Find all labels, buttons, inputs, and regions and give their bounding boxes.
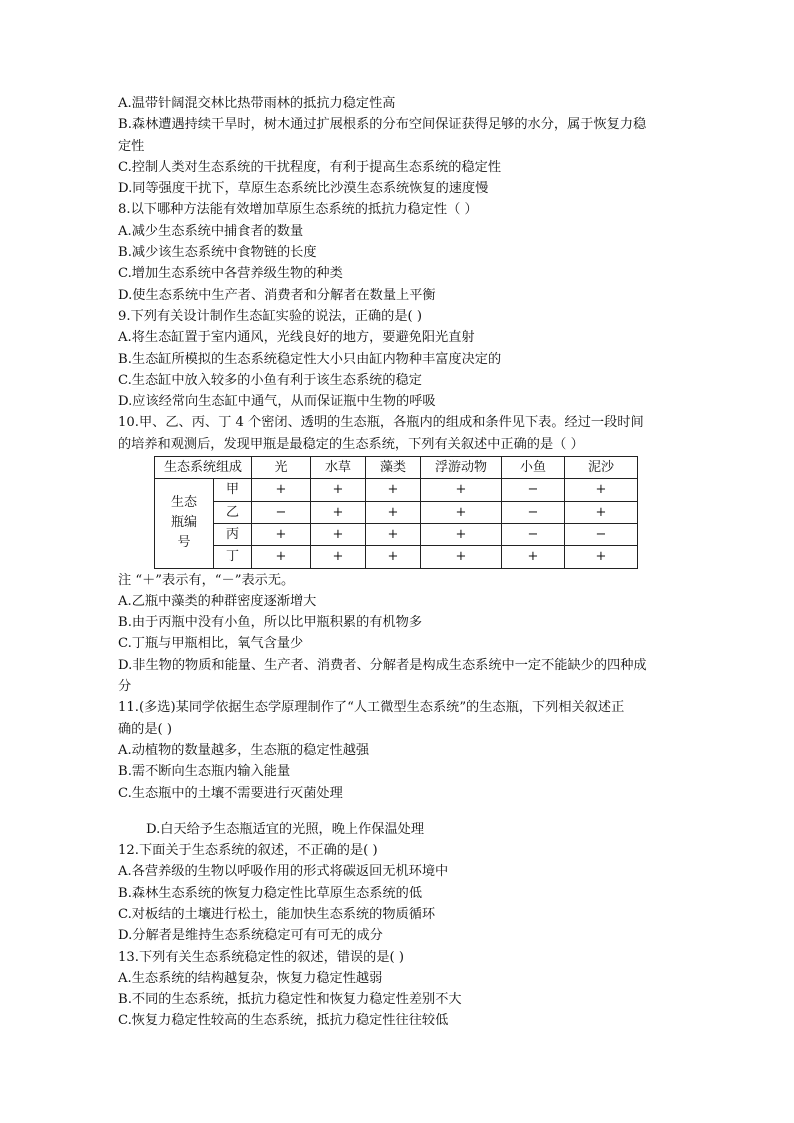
q13-option-a: A.生态系统的结构越复杂，恢复力稳定性越弱 bbox=[118, 970, 383, 986]
q9-option-c: C.生态缸中放入较多的小鱼有利于该生态系统的稳定 bbox=[118, 372, 422, 388]
table-cell: + bbox=[421, 523, 502, 545]
q9-option-b: B.生态缸所模拟的生态系统稳定性大小只由缸内物种丰富度决定的 bbox=[118, 351, 502, 367]
table-row bbox=[155, 523, 638, 545]
table-cell: + bbox=[252, 479, 311, 501]
q10-stem-2: 的培养和观测后，发现甲瓶是最稳定的生态系统，下列有关叙述中正确的是（ ） bbox=[118, 436, 584, 452]
table-cell: + bbox=[366, 479, 421, 501]
q7-option-c: C.控制人类对生态系统的干扰程度，有利于提高生态系统的稳定性 bbox=[118, 159, 502, 175]
q11-option-c: C.生态瓶中的土壤不需要进行灭菌处理 bbox=[118, 785, 343, 801]
table-cell: − bbox=[502, 479, 565, 501]
table-header-cell: 泥沙 bbox=[565, 457, 638, 479]
blank-gap bbox=[118, 804, 678, 819]
q11-option-d: D.白天给予生态瓶适宜的光照，晚上作保温处理 bbox=[146, 821, 425, 837]
table-cell: + bbox=[311, 479, 366, 501]
q11-option-a: A.动植物的数量越多，生态瓶的稳定性越强 bbox=[118, 742, 370, 758]
table-cell: + bbox=[421, 501, 502, 523]
bottle-name: 甲 bbox=[214, 479, 252, 501]
q8-option-b: B.减少该生态系统中食物链的长度 bbox=[118, 245, 317, 261]
q13-stem: 13.下列有关生态系统稳定性的叙述，错误的是( ) bbox=[118, 949, 405, 965]
bottle-name: 丙 bbox=[214, 523, 252, 545]
table-cell: + bbox=[565, 479, 638, 501]
table-cell: + bbox=[565, 546, 638, 568]
table-header-cell: 生态系统组成 bbox=[155, 457, 252, 479]
question-9 bbox=[118, 306, 678, 412]
ecosystem-table bbox=[154, 456, 638, 568]
q12-option-a: A.各营养级的生物以呼吸作用的形式将碳返回无机环境中 bbox=[118, 864, 449, 880]
q12-stem: 12.下面关于生态系统的叙述，不正确的是( ) bbox=[118, 843, 378, 859]
q10-option-d-cont: 分 bbox=[118, 679, 132, 695]
table-cell: + bbox=[252, 523, 311, 545]
q8-option-a: A.减少生态系统中捕食者的数量 bbox=[118, 223, 304, 239]
q8-option-c: C.增加生态系统中各营养级生物的种类 bbox=[118, 266, 343, 282]
table-cell: + bbox=[366, 501, 421, 523]
q10-option-d: D.非生物的物质和能量、生产者、消费者、分解者是构成生态系统中一定不能缺少的四种成 bbox=[118, 657, 647, 673]
q13-option-b: B.不同的生态系统，抵抗力稳定性和恢复力稳定性差别不大 bbox=[118, 992, 462, 1008]
document-page bbox=[118, 93, 678, 1032]
q11-stem-2: 确的是( ) bbox=[118, 721, 173, 737]
table-header-cell: 浮游动物 bbox=[421, 457, 502, 479]
table-row bbox=[155, 501, 638, 523]
table-cell: + bbox=[421, 546, 502, 568]
q7-option-b-cont: 定性 bbox=[118, 138, 145, 154]
row-group-label-line: 号 bbox=[177, 535, 191, 551]
table-row bbox=[155, 546, 638, 568]
q7-option-a: A.温带针阔混交林比热带雨林的抵抗力稳定性高 bbox=[118, 96, 396, 111]
q10-option-a: A.乙瓶中藻类的种群密度逐渐增大 bbox=[118, 593, 317, 609]
table-header-cell: 藻类 bbox=[366, 457, 421, 479]
q11-stem-1: 11.(多选)某同学依据生态学原理制作了“人工微型生态系统”的生态瓶，下列相关叙述正 bbox=[118, 700, 625, 716]
row-group-label-line: 瓶编 bbox=[170, 515, 197, 531]
question-12 bbox=[118, 840, 678, 946]
table-cell: + bbox=[366, 546, 421, 568]
table-cell: − bbox=[502, 501, 565, 523]
question-13 bbox=[118, 947, 678, 1032]
table-row bbox=[155, 479, 638, 501]
table-cell: + bbox=[311, 546, 366, 568]
q7-option-b: B.森林遭遇持续干旱时，树木通过扩展根系的分布空间保证获得足够的水分，属于恢复力稳 bbox=[118, 117, 647, 133]
bottle-name: 乙 bbox=[214, 501, 252, 523]
q9-option-d: D.应该经常向生态缸中通气，从而保证瓶中生物的呼吸 bbox=[118, 394, 436, 410]
question-11 bbox=[118, 697, 678, 840]
question-7-options bbox=[118, 93, 678, 199]
q11-option-b: B.需不断向生态瓶内输入能量 bbox=[118, 764, 291, 780]
table-cell: − bbox=[252, 501, 311, 523]
table-cell: + bbox=[502, 546, 565, 568]
row-group-label bbox=[155, 479, 214, 568]
question-8 bbox=[118, 199, 678, 305]
q10-stem-1: 10.甲、乙、丙、丁 4 个密闭、透明的生态瓶，各瓶内的组成和条件见下表。经过一段时间 bbox=[118, 415, 644, 431]
table-cell: + bbox=[421, 479, 502, 501]
row-group-label-line: 生态 bbox=[170, 495, 197, 511]
question-10 bbox=[118, 412, 678, 697]
table-cell: + bbox=[311, 501, 366, 523]
q10-option-b: B.由于丙瓶中没有小鱼，所以比甲瓶积累的有机物多 bbox=[118, 615, 423, 631]
bottle-name: 丁 bbox=[214, 546, 252, 568]
table-cell: − bbox=[502, 523, 565, 545]
q12-option-c: C.对板结的土壤进行松土，能加快生态系统的物质循环 bbox=[118, 906, 436, 922]
table-header-cell: 光 bbox=[252, 457, 311, 479]
q9-stem: 9.下列有关设计制作生态缸实验的说法，正确的是( ) bbox=[118, 308, 422, 324]
table-header-row bbox=[155, 457, 638, 479]
q7-option-d: D.同等强度干扰下，草原生态系统比沙漠生态系统恢复的速度慢 bbox=[118, 181, 489, 197]
table-cell: + bbox=[366, 523, 421, 545]
q10-option-c: C.丁瓶与甲瓶相比，氧气含量少 bbox=[118, 636, 304, 652]
q12-option-b: B.森林生态系统的恢复力稳定性比草原生态系统的低 bbox=[118, 885, 423, 901]
table-cell: + bbox=[252, 546, 311, 568]
table-header-cell: 小鱼 bbox=[502, 457, 565, 479]
q13-option-c: C.恢复力稳定性较高的生态系统，抵抗力稳定性往往较低 bbox=[118, 1013, 449, 1029]
table-cell: − bbox=[565, 523, 638, 545]
table-note: 注 “＋”表示有，“－”表示无。 bbox=[118, 572, 295, 588]
table-header-cell: 水草 bbox=[311, 457, 366, 479]
q8-option-d: D.使生态系统中生产者、消费者和分解者在数量上平衡 bbox=[118, 287, 436, 303]
q9-option-a: A.将生态缸置于室内通风，光线良好的地方，要避免阳光直射 bbox=[118, 330, 475, 346]
table-cell: + bbox=[565, 501, 638, 523]
q8-stem: 8.以下哪种方法能有效增加草原生态系统的抵抗力稳定性（ ） bbox=[118, 202, 478, 218]
table-cell: + bbox=[311, 523, 366, 545]
q12-option-d: D.分解者是维持生态系统稳定可有可无的成分 bbox=[118, 928, 383, 944]
